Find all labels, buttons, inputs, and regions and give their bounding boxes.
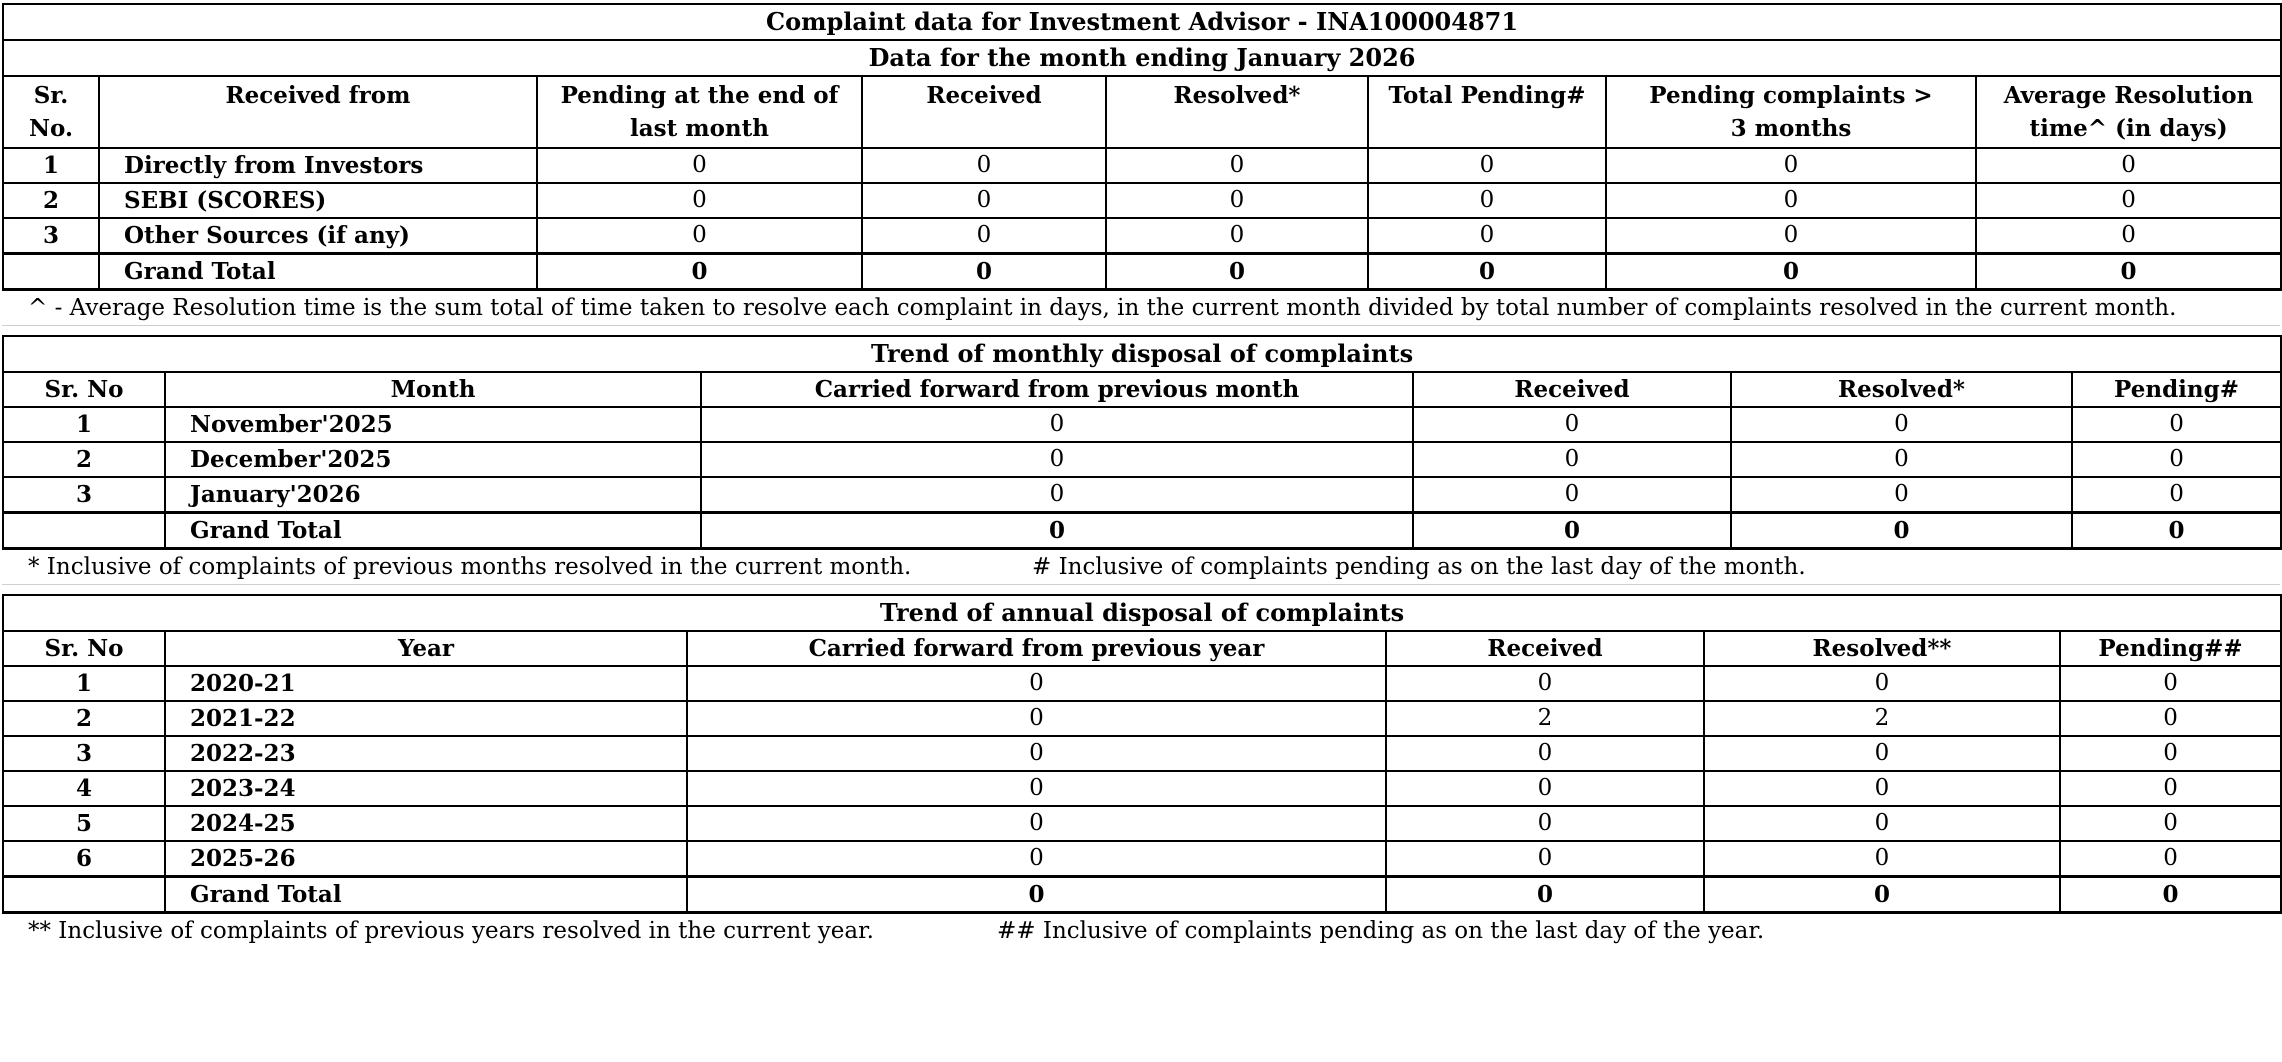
- cell-carried: 0: [701, 442, 1413, 477]
- header-row: [3, 631, 2281, 666]
- cell-carried: 0: [701, 407, 1413, 442]
- col-header-pending-3-months: Pending complaints > 3 months: [1606, 76, 1976, 148]
- cell-carried: 0: [687, 666, 1386, 701]
- cell-received: 0: [1413, 442, 1731, 477]
- table-row: [3, 407, 2281, 442]
- cell-sr: 5: [3, 806, 165, 841]
- cell-received: 0: [1413, 407, 1731, 442]
- col-header-received: Received: [862, 76, 1106, 148]
- col-header-resolved: Resolved*: [1106, 76, 1368, 148]
- col-header-carried-forward: Carried forward from previous month: [701, 372, 1413, 407]
- cell-sr: 4: [3, 771, 165, 806]
- grand-total-label: Grand Total: [99, 254, 537, 290]
- cell-pending-last: 0: [537, 183, 862, 218]
- cell-resolved: 0: [1704, 806, 2060, 841]
- cell-sr-empty: [3, 513, 165, 549]
- col-header-resolved: Resolved*: [1731, 372, 2072, 407]
- annual-trend-footnotes: [2, 914, 2280, 948]
- col-header-year: Year: [165, 631, 687, 666]
- cell-period: January'2026: [165, 477, 701, 513]
- cell-received: 0: [1386, 771, 1704, 806]
- cell-sr: 2: [3, 183, 99, 218]
- cell-period: 2022-23: [165, 736, 687, 771]
- cell-received: 0: [862, 183, 1106, 218]
- col-header-received-from: Received from: [99, 76, 537, 148]
- total-avg-time: 0: [1976, 254, 2281, 290]
- cell-resolved: 2: [1704, 701, 2060, 736]
- cell-received: 0: [862, 148, 1106, 183]
- cell-resolved: 0: [1106, 148, 1368, 183]
- total-carried: 0: [701, 513, 1413, 549]
- col-header-sr-no: Sr. No: [3, 631, 165, 666]
- cell-period: 2024-25: [165, 806, 687, 841]
- cell-sr: 1: [3, 407, 165, 442]
- annual-trend-table: [2, 594, 2282, 914]
- cell-period: 2021-22: [165, 701, 687, 736]
- cell-avg-time: 0: [1976, 148, 2281, 183]
- grand-total-label: Grand Total: [165, 513, 701, 549]
- cell-pending: 0: [2072, 407, 2281, 442]
- col-header-sr-no: Sr. No: [3, 372, 165, 407]
- cell-sr: 3: [3, 736, 165, 771]
- cell-carried: 0: [687, 701, 1386, 736]
- table-row: [3, 183, 2281, 218]
- cell-pending: 0: [2060, 736, 2281, 771]
- cell-resolved: 0: [1704, 771, 2060, 806]
- cell-received: 0: [1386, 841, 1704, 877]
- cell-received: 0: [1386, 736, 1704, 771]
- table-title: Trend of monthly disposal of complaints: [3, 336, 2281, 372]
- table-row: [3, 841, 2281, 877]
- cell-resolved: 0: [1731, 477, 2072, 513]
- resolved-footnote: * Inclusive of complaints of previous months resolved in the current month.: [28, 554, 912, 580]
- total-pending: 0: [2060, 877, 2281, 913]
- monthly-trend-footnotes: [2, 550, 2280, 585]
- table-row: [3, 736, 2281, 771]
- cell-sr: 2: [3, 442, 165, 477]
- cell-resolved: 0: [1106, 218, 1368, 254]
- col-header-total-pending: Total Pending#: [1368, 76, 1606, 148]
- table-row: [3, 666, 2281, 701]
- table-row: [3, 477, 2281, 513]
- cell-sr: 6: [3, 841, 165, 877]
- cell-pending: 0: [2060, 806, 2281, 841]
- cell-resolved: 0: [1731, 407, 2072, 442]
- total-carried: 0: [687, 877, 1386, 913]
- cell-sr: 2: [3, 701, 165, 736]
- cell-sr: 3: [3, 477, 165, 513]
- table-row: [3, 771, 2281, 806]
- col-header-avg-resolution-time: Average Resolution time^ (in days): [1976, 76, 2281, 148]
- cell-sr: 1: [3, 148, 99, 183]
- cell-total-pending: 0: [1368, 183, 1606, 218]
- cell-period: 2025-26: [165, 841, 687, 877]
- col-header-carried-forward: Carried forward from previous year: [687, 631, 1386, 666]
- total-resolved: 0: [1106, 254, 1368, 290]
- table-title: Complaint data for Investment Advisor - INA100004871: [3, 4, 2281, 40]
- cell-resolved: 0: [1704, 736, 2060, 771]
- total-received: 0: [1386, 877, 1704, 913]
- total-received: 0: [1413, 513, 1731, 549]
- cell-pending: 0: [2060, 771, 2281, 806]
- cell-resolved: 0: [1731, 442, 2072, 477]
- cell-pending: 0: [2072, 477, 2281, 513]
- cell-resolved: 0: [1704, 841, 2060, 877]
- cell-period: 2020-21: [165, 666, 687, 701]
- col-header-received: Received: [1413, 372, 1731, 407]
- cell-pending: 0: [2060, 666, 2281, 701]
- total-resolved: 0: [1704, 877, 2060, 913]
- cell-carried: 0: [687, 771, 1386, 806]
- cell-avg-time: 0: [1976, 183, 2281, 218]
- header-row: [3, 76, 2281, 148]
- monthly-trend-table: [2, 335, 2282, 550]
- col-header-pending: Pending##: [2060, 631, 2281, 666]
- cell-source: SEBI (SCORES): [99, 183, 537, 218]
- cell-pending-3m: 0: [1606, 148, 1976, 183]
- table-title: Trend of annual disposal of complaints: [3, 595, 2281, 631]
- cell-pending-last: 0: [537, 218, 862, 254]
- grand-total-row: [3, 513, 2281, 549]
- cell-sr-empty: [3, 254, 99, 290]
- table-row: [3, 442, 2281, 477]
- total-resolved: 0: [1731, 513, 2072, 549]
- total-pending-3m: 0: [1606, 254, 1976, 290]
- table-row: [3, 701, 2281, 736]
- col-header-received: Received: [1386, 631, 1704, 666]
- col-header-pending-last-month: Pending at the end of last month: [537, 76, 862, 148]
- col-header-sr-no: Sr. No.: [3, 76, 99, 148]
- grand-total-row: [3, 877, 2281, 913]
- cell-received: 2: [1386, 701, 1704, 736]
- table-row: [3, 806, 2281, 841]
- cell-carried: 0: [687, 806, 1386, 841]
- cell-period: November'2025: [165, 407, 701, 442]
- cell-received: 0: [862, 218, 1106, 254]
- cell-carried: 0: [687, 841, 1386, 877]
- col-header-month: Month: [165, 372, 701, 407]
- table-row: [3, 148, 2281, 183]
- cell-resolved: 0: [1704, 666, 2060, 701]
- grand-total-label: Grand Total: [165, 877, 687, 913]
- cell-pending-last: 0: [537, 148, 862, 183]
- cell-carried: 0: [687, 736, 1386, 771]
- grand-total-row: [3, 254, 2281, 290]
- cell-total-pending: 0: [1368, 218, 1606, 254]
- cell-sr-empty: [3, 877, 165, 913]
- cell-period: December'2025: [165, 442, 701, 477]
- cell-avg-time: 0: [1976, 218, 2281, 254]
- cell-carried: 0: [701, 477, 1413, 513]
- cell-pending: 0: [2072, 442, 2281, 477]
- total-total-pending: 0: [1368, 254, 1606, 290]
- cell-total-pending: 0: [1368, 148, 1606, 183]
- pending-footnote: ## Inclusive of complaints pending as on the last day of the year.: [997, 918, 1765, 944]
- cell-pending: 0: [2060, 841, 2281, 877]
- table-row: [3, 218, 2281, 254]
- cell-pending: 0: [2060, 701, 2281, 736]
- col-header-pending: Pending#: [2072, 372, 2281, 407]
- cell-pending-3m: 0: [1606, 183, 1976, 218]
- cell-sr: 1: [3, 666, 165, 701]
- table-subtitle: Data for the month ending January 2026: [3, 40, 2281, 76]
- header-row: [3, 372, 2281, 407]
- total-received: 0: [862, 254, 1106, 290]
- pending-footnote: # Inclusive of complaints pending as on the last day of the month.: [1032, 554, 1806, 580]
- cell-resolved: 0: [1106, 183, 1368, 218]
- cell-source: Directly from Investors: [99, 148, 537, 183]
- cell-sr: 3: [3, 218, 99, 254]
- total-pending-last: 0: [537, 254, 862, 290]
- cell-received: 0: [1386, 806, 1704, 841]
- monthly-complaints-table: [2, 3, 2282, 291]
- cell-received: 0: [1413, 477, 1731, 513]
- col-header-resolved: Resolved**: [1704, 631, 2060, 666]
- avg-resolution-footnote: ^ - Average Resolution time is the sum total of time taken to resolve each complaint in days, in the current month divided by total number of complaints resolved in the current month.: [2, 291, 2280, 326]
- resolved-footnote: ** Inclusive of complaints of previous years resolved in the current year.: [28, 918, 874, 944]
- cell-received: 0: [1386, 666, 1704, 701]
- complaints-document: [2, 3, 2280, 948]
- cell-source: Other Sources (if any): [99, 218, 537, 254]
- total-pending: 0: [2072, 513, 2281, 549]
- cell-period: 2023-24: [165, 771, 687, 806]
- cell-pending-3m: 0: [1606, 218, 1976, 254]
